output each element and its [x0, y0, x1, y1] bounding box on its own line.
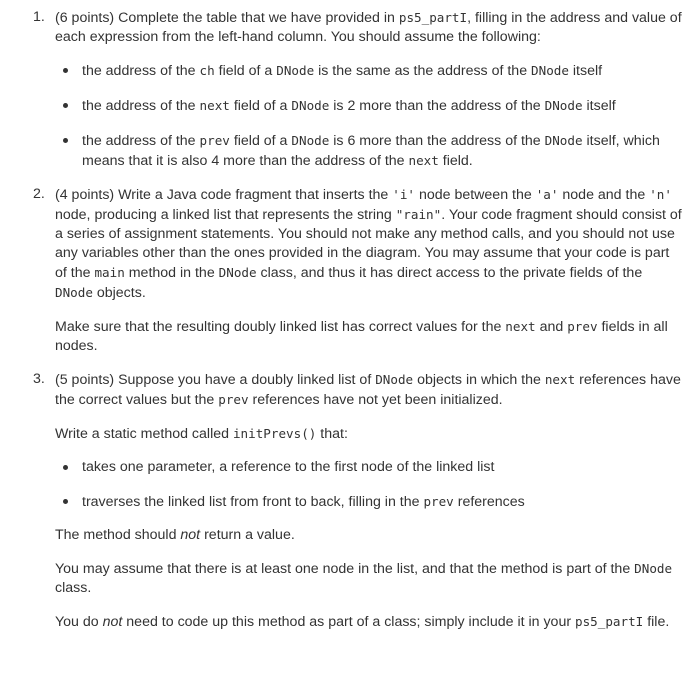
question-2-text [55, 185, 682, 303]
text: is 2 more than the address of the [329, 98, 545, 114]
text: node and the [558, 187, 650, 203]
code: prev [567, 319, 598, 334]
code: 'a' [535, 187, 559, 202]
list-item [55, 96, 682, 116]
assumption-note [55, 559, 682, 598]
question-number: 3. [33, 371, 45, 387]
code: DNode [291, 98, 330, 113]
method-name: initPrevs() [232, 426, 317, 441]
text: the address of the [82, 63, 200, 79]
code: "rain" [395, 207, 442, 222]
text: is the same as the address of the [314, 63, 532, 79]
requirement-list [55, 458, 682, 512]
text: Make sure that the resulting doubly linked list has correct values for the [55, 319, 506, 335]
text: that: [316, 426, 348, 442]
text: references have the correct values but the [55, 372, 681, 408]
question-3-task [55, 424, 682, 444]
code: next [408, 153, 439, 168]
question-number: 1. [33, 9, 45, 25]
file-name: ps5_partI [398, 10, 468, 25]
text: and [535, 319, 568, 335]
text: field. [438, 153, 473, 169]
question-2-note [55, 317, 682, 356]
question-3 [33, 370, 682, 632]
question-1-text [55, 8, 682, 47]
text: the address of the [82, 98, 200, 114]
code: 'n' [649, 187, 672, 202]
text: . Your code fragment should consist of a series of assignment statements. You should not make any method calls, and you should not use any variables other than the ones provided in the diagram. You may assume that your code is part of the [55, 207, 682, 281]
text: itself, which means that it is also 4 more than the address of the [82, 133, 660, 169]
text: field of a [214, 63, 277, 79]
code: main [94, 265, 125, 280]
question-2 [33, 185, 682, 356]
code: DNode [531, 63, 569, 78]
text: node between the [415, 187, 536, 203]
assumption-list [55, 61, 682, 171]
code: DNode [544, 133, 583, 148]
code: prev [199, 133, 230, 148]
submission-note [55, 612, 682, 632]
text: the address of the [82, 133, 200, 149]
bullet-icon [63, 499, 68, 504]
code: prev [218, 392, 249, 407]
text: method in the [124, 265, 219, 281]
bullet-icon [63, 103, 68, 108]
text: traverses the linked list from front to back, filling in the [82, 494, 424, 510]
emphasis: not [180, 527, 201, 543]
code: next [505, 319, 536, 334]
code: DNode [276, 63, 315, 78]
code: DNode [375, 372, 414, 387]
code: DNode [55, 285, 93, 300]
file-name: ps5_partI [575, 614, 644, 629]
text: The method should [55, 527, 181, 543]
question-list [33, 8, 682, 632]
text: (6 points) Complete the table that we have provided in [55, 10, 399, 26]
text: objects. [92, 285, 146, 301]
text: need to code up this method as part of a class; simply include it in your [122, 614, 576, 630]
question-3-text [55, 370, 682, 410]
text: , filling in the address and value of each expression from the left-hand column. You should assume the following: [55, 10, 682, 45]
bullet-icon [63, 68, 68, 73]
list-item [55, 131, 682, 171]
code: ch [199, 63, 215, 78]
code: DNode [218, 265, 257, 280]
code: next [544, 372, 576, 387]
code: DNode [544, 98, 583, 113]
text: class, and thus it has direct access to the private fields of the [256, 265, 643, 281]
text: references [453, 494, 525, 510]
text: return a value. [200, 527, 295, 543]
return-note [55, 526, 682, 545]
text: (5 points) Suppose you have a doubly linked list of [55, 372, 376, 388]
bullet-icon [63, 465, 68, 470]
text: itself [582, 98, 616, 114]
emphasis: not [102, 614, 123, 630]
text: objects in which the [413, 372, 545, 388]
text: takes one parameter, a reference to the first node of the linked list [82, 459, 495, 475]
text: Write a static method called [55, 426, 233, 442]
list-item [55, 458, 682, 477]
code: prev [423, 494, 454, 509]
code: DNode [291, 133, 330, 148]
text: file. [643, 614, 670, 630]
text: is 6 more than the address of the [329, 133, 545, 149]
list-item [55, 492, 682, 512]
question-number: 2. [33, 186, 45, 202]
question-1 [33, 8, 682, 171]
text: (4 points) Write a Java code fragment that inserts the [55, 187, 393, 203]
text: field of a [229, 133, 292, 149]
text: fields in all nodes. [55, 319, 668, 354]
text: field of a [229, 98, 292, 114]
text: You may assume that there is at least one node in the list, and that the method is part of the [55, 561, 635, 577]
code: DNode [634, 561, 673, 576]
text: node, producing a linked list that represents the string [55, 207, 396, 223]
text: class. [55, 580, 92, 596]
bullet-icon [63, 138, 68, 143]
text: itself [568, 63, 603, 79]
code: next [199, 98, 230, 113]
text: references have not yet been initialized. [248, 392, 503, 408]
code: 'i' [392, 187, 415, 202]
text: You do [55, 614, 103, 630]
list-item [55, 61, 682, 81]
